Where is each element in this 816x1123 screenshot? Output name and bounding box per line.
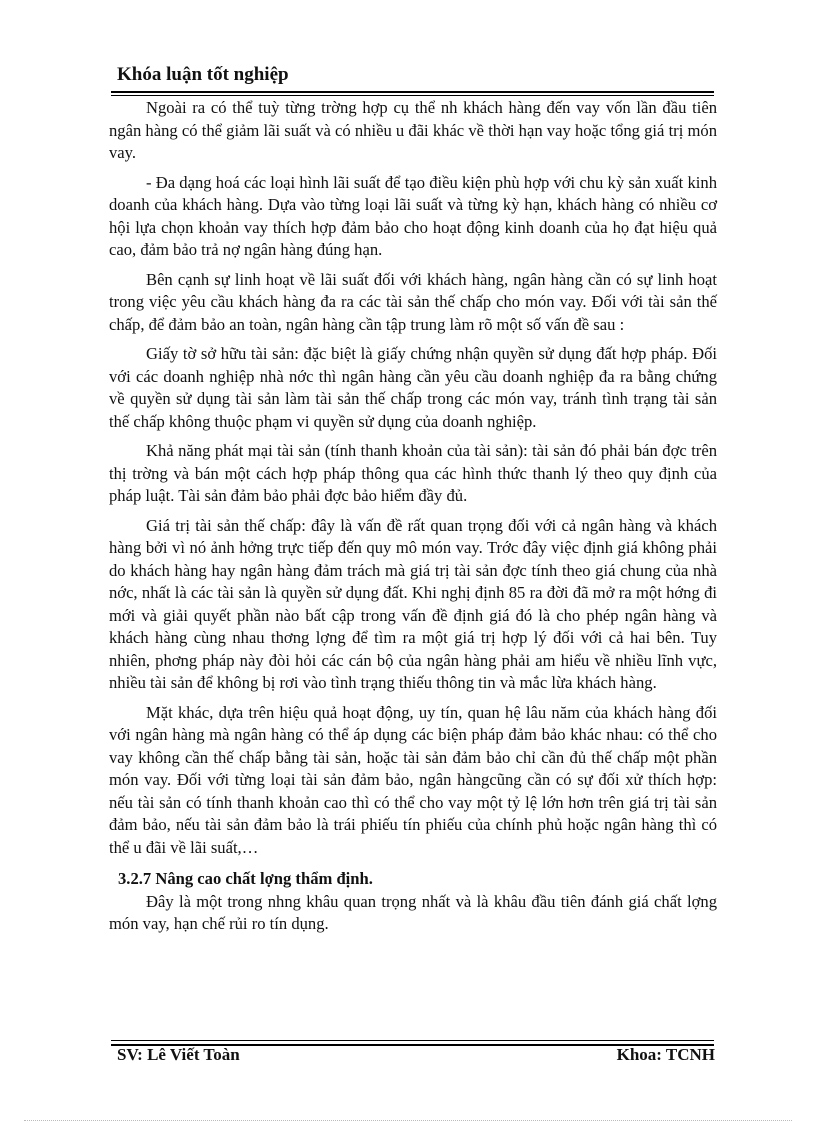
document-body	[109, 97, 717, 936]
paragraph: Mặt khác, dựa trên hiệu quả hoạt động, uy tín, quan hệ lâu năm của khách hàng đối với ngân hàng mà ngân hàng có thể áp dụng các biện pháp đảm bảo khác nhau: có thể cho vay không cần thế chấp bằng tài sản, hoặc tài sản đảm bảo chỉ cần đủ thế chấp một phần món vay. Đối với từng loại tài sản đảm bảo, ngân hàngcũng cần có sự đối xử thích hợp: nếu tài sản có tính thanh khoản cao thì có thể cho vay một tỷ lệ lớn hơn trên giá trị tài sản đảm bảo, nếu tài sản đảm bảo là trái phiếu tín phiếu của chính phủ hoặc ngân hàng thì có thể u đãi về lãi suất,…	[109, 702, 717, 857]
paragraph: Giấy tờ sở hữu tài sản: đặc biệt là giấy chứng nhận quyền sử dụng đất hợp pháp. Đối với các doanh nghiệp nhà nớc thì ngân hàng cần yêu cầu doanh nghiệp đa ra bằng chứng về quyền sử dụng tài sản làm tài sản thế chấp trong các món vay, tránh tình trạng tài sản thế chấp không thuộc phạm vi quyền sử dụng của doanh nghiệp.	[109, 344, 717, 431]
header-rule-thin	[111, 95, 714, 96]
footer-student: SV: Lê Viết Toàn	[117, 1045, 240, 1064]
header-rule	[111, 91, 714, 93]
section-heading: 3.2.7 Nâng cao chất lợng thẩm định.	[118, 869, 373, 888]
paragraph: Khả năng phát mại tài sản (tính thanh khoản của tài sản): tài sản đó phải bán đợc trên thị trờng và bán một cách hợp pháp thông qua các hình thức thanh lý theo quy định của pháp luật. Tài sản đảm bảo phải đợc bảo hiểm đầy đủ.	[109, 441, 717, 505]
paragraph: Đây là một trong nhng khâu quan trọng nhất và là khâu đầu tiên đánh giá chất lợng món vay, hạn chế rủi ro tín dụng.	[109, 891, 717, 933]
paragraph: Bên cạnh sự linh hoạt về lãi suất đối với khách hàng, ngân hàng cần có sự linh hoạt trong việc yêu cầu khách hàng đa ra các tài sản thế chấp cho món vay. Đối với tài sản thế chấp, để đảm bảo an toàn, ngân hàng cần tập trung làm rõ một số vấn đề sau :	[109, 269, 717, 334]
paragraph: Ngoài ra có thể tuỳ từng trờng hợp cụ thể nh khách hàng đến vay vốn lần đầu tiên ngân hàng có thể giảm lãi suất và có nhiều u đãi khác về thời hạn vay hoặc tổng giá trị món vay.	[109, 98, 717, 162]
paragraph: - Đa dạng hoá các loại hình lãi suất để tạo điều kiện phù hợp với chu kỳ sản xuất kinh doanh của khách hàng. Dựa vào từng loại lãi suất và từng kỳ hạn, khách hàng có nhiều cơ hội lựa chọn khoản vay thích hợp đảm bảo cho hoạt động kinh doanh của họ đạt hiệu quả cao, đảm bảo trả nợ ngân hàng đúng hạn.	[109, 172, 717, 259]
paragraph: Giá trị tài sản thế chấp: đây là vấn đề rất quan trọng đối với cả ngân hàng và khách hàng bởi vì nó ảnh hởng trực tiếp đến quy mô món vay. Trớc đây việc định giá không phải do khách hàng hay ngân hàng đảm trách mà giá trị tài sản đợc tính theo giá chung của nhà nớc, nhất là các tài sản là quyền sử dụng đất. Khi nghị định 85 ra đời đã mở ra một hớng đi mới và giải quyết phần nào bất cập trong vấn đề định giá đó là cho phép ngân hàng và khách hàng cùng nhau thơng lợng để tìm ra một giá trị hợp lý đối với cả hai bên. Tuy nhiên, phơng pháp này đòi hỏi các cán bộ của ngân hàng phải am hiểu về nhiều lĩnh vực, nhiều tài sản để không bị rơi vào tình trạng thiếu thông tin và mắc lừa khách hàng.	[109, 515, 717, 692]
page-edge-divider	[24, 1120, 792, 1121]
footer-faculty: Khoa: TCNH	[616, 1045, 715, 1064]
page-header-title: Khóa luận tốt nghiệp	[117, 64, 289, 85]
footer-rule-thin	[111, 1040, 714, 1041]
